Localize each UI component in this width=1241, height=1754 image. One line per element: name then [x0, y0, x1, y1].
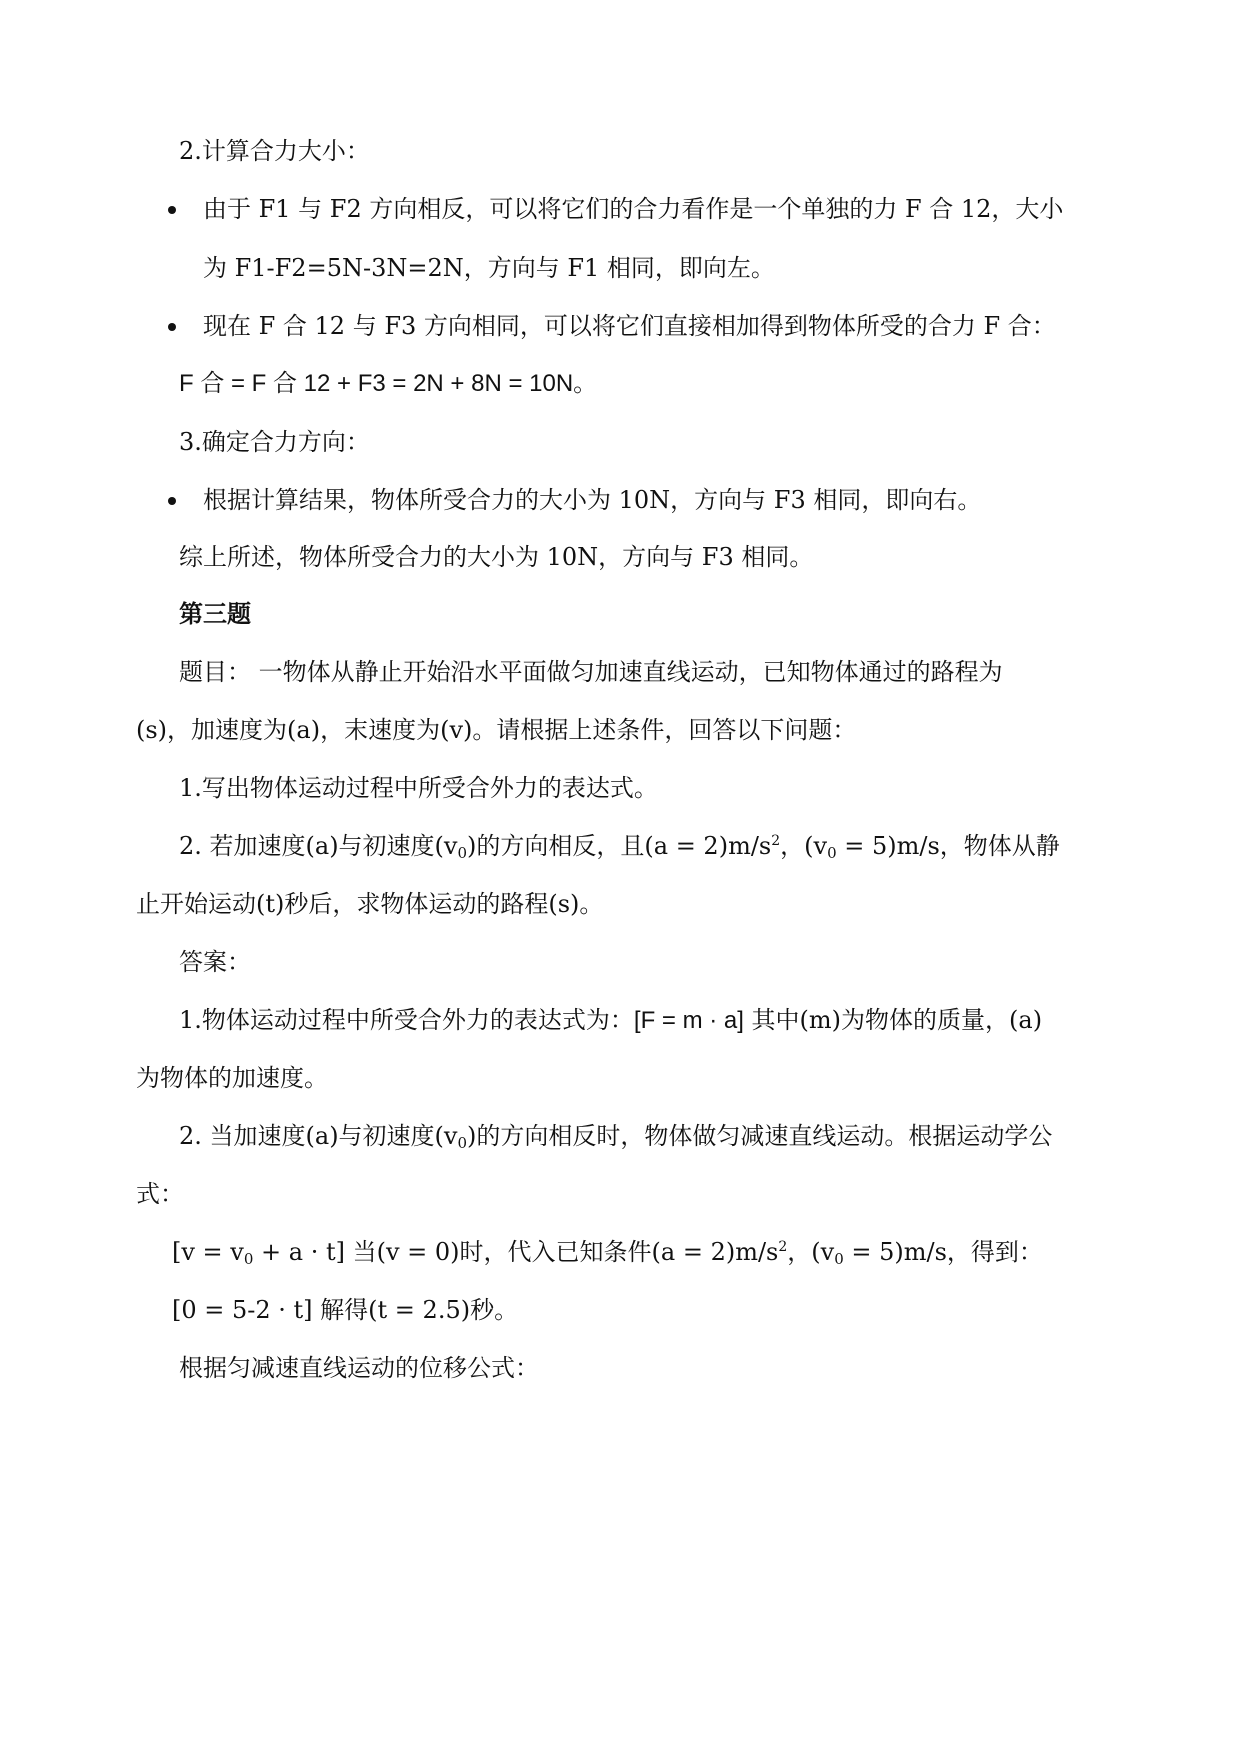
question-3-text-line-2: (s)，加速度为(a)，末速度为(v)。请根据上述条件，回答以下问题：: [136, 716, 857, 744]
bullet-2: 现在 F 合 12 与 F3 方向相同，可以将它们直接相加得到物体所受的合力 F 合：: [203, 312, 1056, 340]
question-3-item-1: 1.写出物体运动过程中所受合外力的表达式。: [179, 774, 658, 802]
question-3-item-2-line-2: 止开始运动(t)秒后，求物体运动的路程(s)。: [136, 890, 604, 918]
answer-2-line-2: 式：: [136, 1180, 184, 1208]
equation-text-b: + a · t] 当(v = 0)时，代入已知条件(a = 2)m/s: [253, 1238, 779, 1266]
answer-2-text-b: )的方向相反时，物体做匀减速直线运动。根据运动学公: [467, 1122, 1053, 1150]
subscript: 0: [827, 844, 837, 862]
bullet-icon: [168, 206, 176, 214]
bullet-1-line-1: 由于 F1 与 F2 方向相反，可以将它们的合力看作是一个单独的力 F 合 12，大小: [203, 195, 1064, 223]
question-3-item-2-line-1: [179, 830, 1060, 864]
equation-text-d: = 5)m/s，得到：: [843, 1238, 1043, 1266]
item-2-text-b: )的方向相反，且(a = 2)m/s: [467, 832, 772, 860]
answer-2-text-a: 2. 当加速度(a)与初速度(v: [179, 1122, 458, 1150]
final-line: 根据匀减速直线运动的位移公式：: [179, 1354, 539, 1382]
step-3-heading: 3.确定合力方向：: [179, 428, 370, 456]
subscript: 0: [834, 1250, 844, 1268]
answer-2-line-1: [179, 1120, 1052, 1154]
question-3-text-line-1: 题目： 一物体从静止开始沿水平面做匀加速直线运动，已知物体通过的路程为: [179, 658, 1003, 686]
bullet-3: 根据计算结果，物体所受合力的大小为 10N，方向与 F3 相同，即向右。: [203, 486, 982, 514]
answer-1-text-b: 其中(m)为物体的质量，(a): [743, 1006, 1043, 1034]
solution-equation-line: [0 = 5-2 · t] 解得(t = 2.5)秒。: [172, 1296, 519, 1324]
superscript: 2: [778, 1239, 788, 1255]
step-2-heading: 2.计算合力大小：: [179, 137, 370, 165]
item-2-text-c: ，(v: [780, 832, 828, 860]
subscript: 0: [457, 844, 468, 862]
summary-line: 综上所述，物体所受合力的大小为 10N，方向与 F3 相同。: [179, 543, 814, 571]
kinematics-equation-line: [172, 1236, 1043, 1270]
item-2-text-a: 2. 若加速度(a)与初速度(v: [179, 832, 458, 860]
equation-text-c: ，(v: [787, 1238, 835, 1266]
superscript: 2: [771, 833, 781, 849]
answer-label: 答案：: [179, 948, 251, 976]
answer-1-text-a: 1.物体运动过程中所受合外力的表达式为：: [179, 1006, 634, 1034]
bullet-icon: [168, 323, 176, 331]
net-force-formula: F 合 = F 合 12 + F3 = 2N + 8N = 10N。: [179, 370, 598, 397]
bullet-1-line-2: 为 F1-F2=5N-3N=2N，方向与 F1 相同，即向左。: [203, 254, 775, 282]
force-formula: [F = m · a]: [633, 1007, 744, 1034]
bullet-icon: [168, 497, 176, 505]
subscript: 0: [243, 1250, 254, 1268]
answer-1-line-2: 为物体的加速度。: [136, 1064, 328, 1092]
equation-text-a: [v = v: [172, 1238, 244, 1266]
answer-1-line-1: [179, 1004, 1042, 1038]
question-3-title: 第三题: [179, 599, 251, 628]
subscript: 0: [457, 1134, 468, 1152]
item-2-text-d: = 5)m/s，物体从静: [836, 832, 1060, 860]
